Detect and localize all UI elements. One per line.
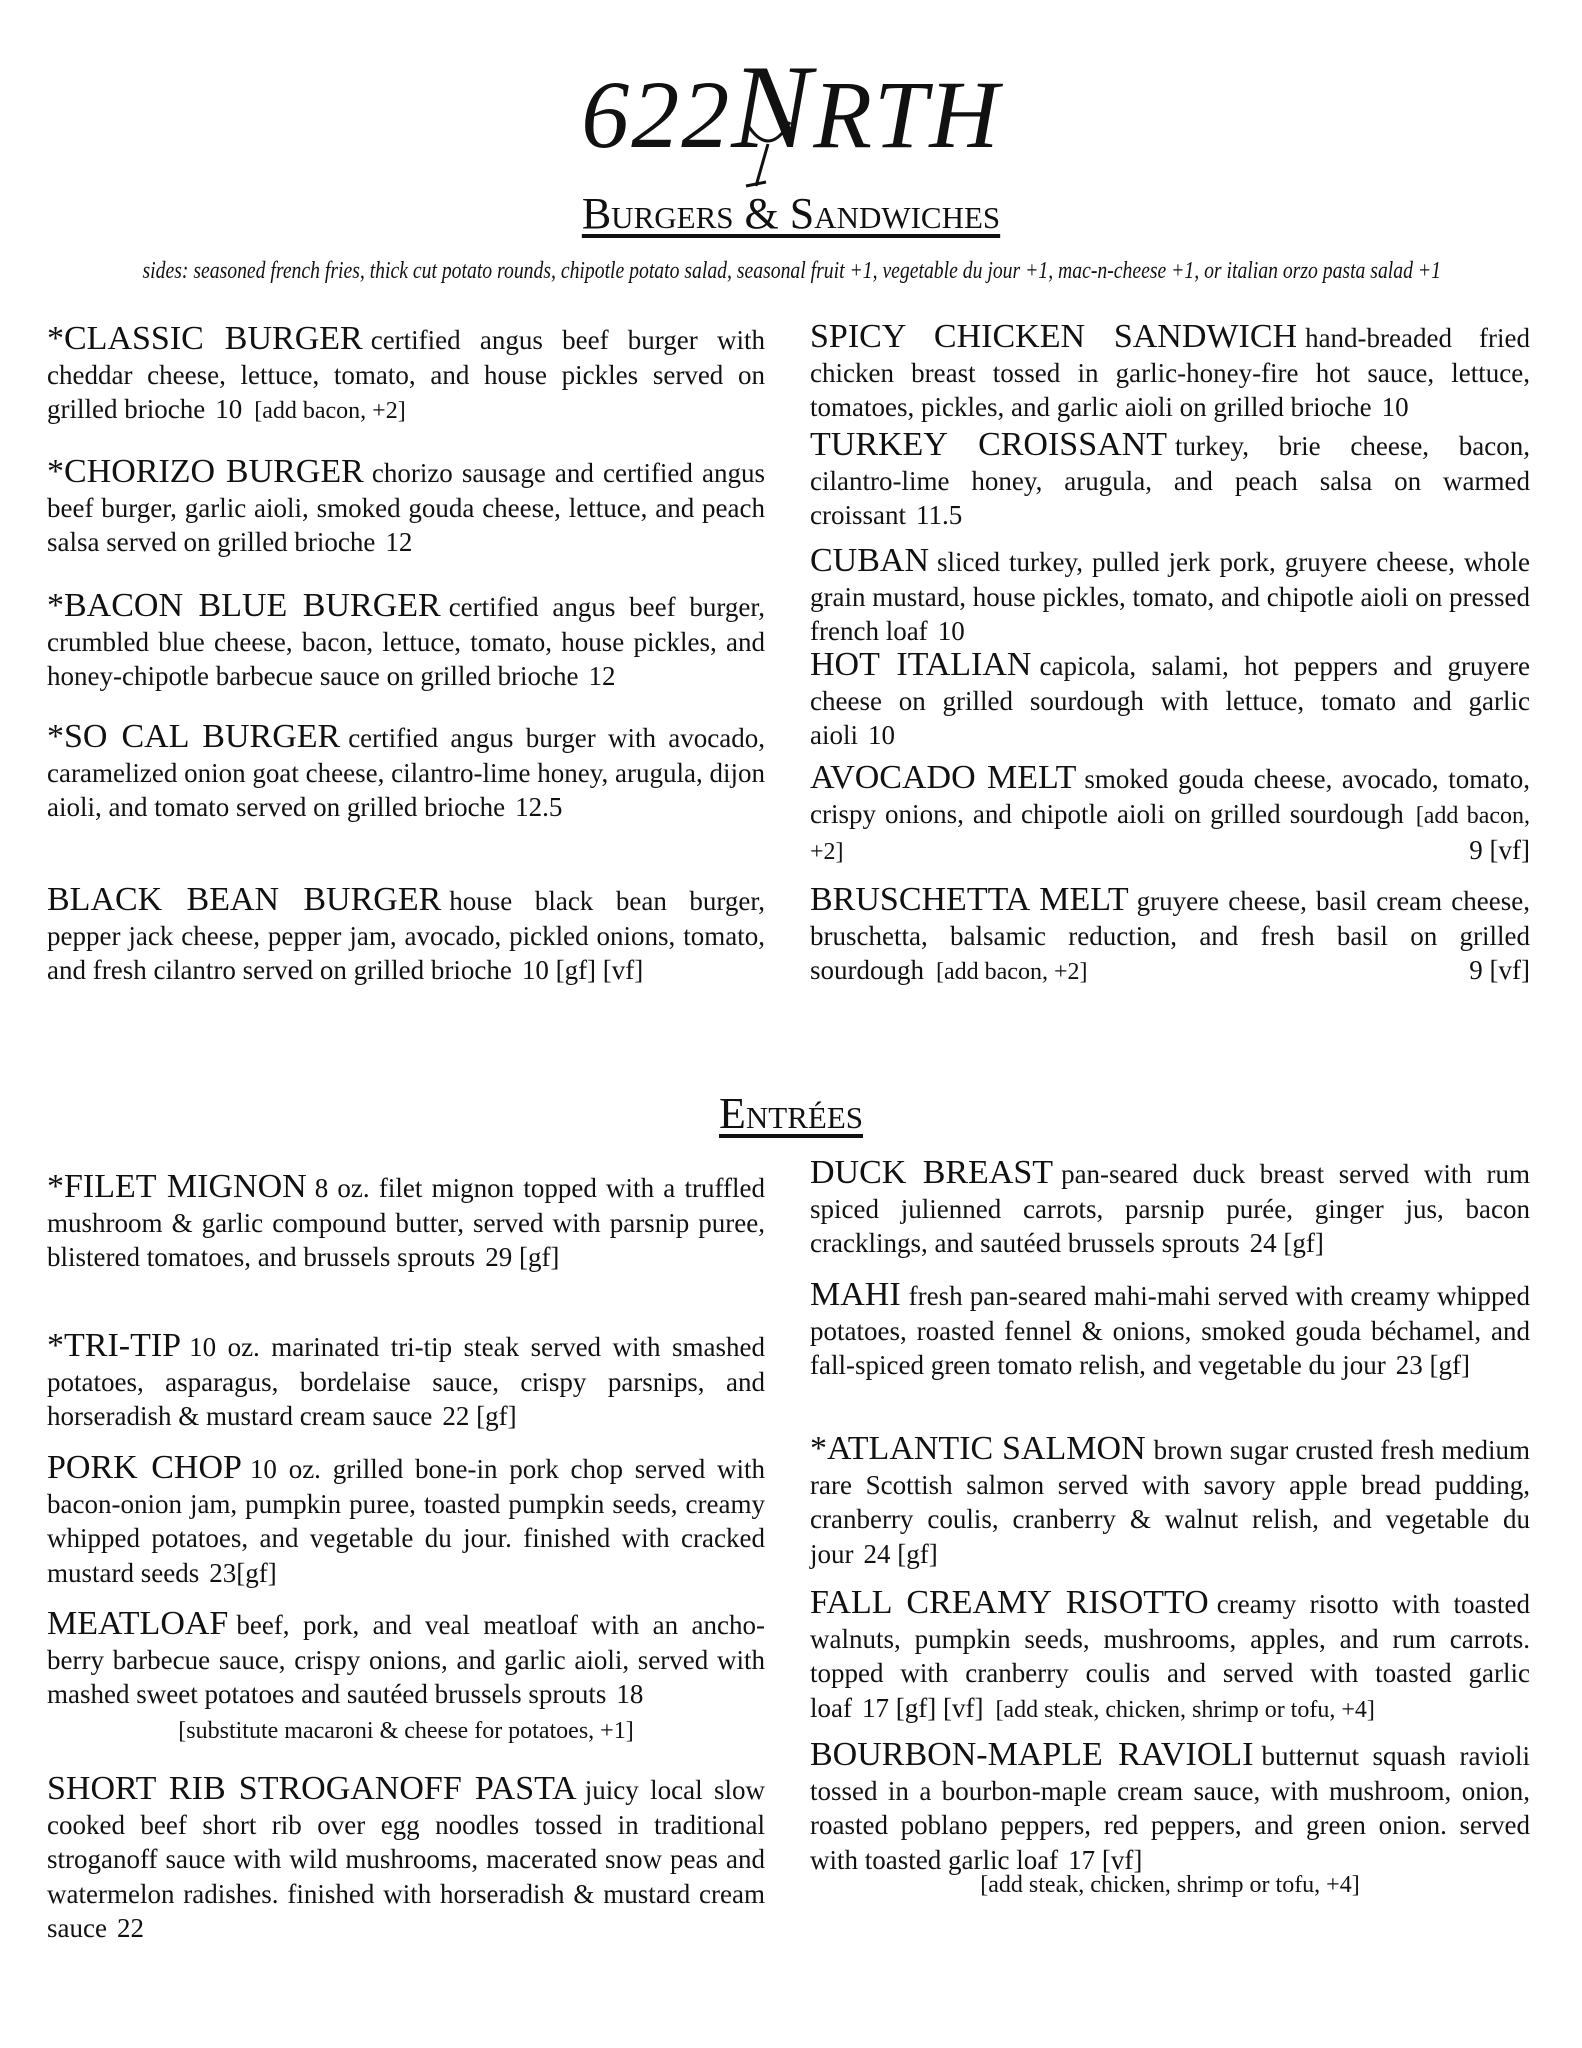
entrees-section-title: Entrées [719, 1089, 863, 1138]
item-description: smoked gouda cheese, avocado, tomato, crispy onions, and chipotle aioli on grilled sourdough [810, 764, 1530, 829]
item-name: *BACON BLUE BURGER [47, 587, 441, 624]
item-price: 17 [vf] [1068, 1844, 1143, 1875]
item-description: certified angus beef burger with cheddar cheese, lettuce, tomato, and house pickles served on grilled brioche [47, 325, 765, 424]
item-description: gruyere cheese, basil cream cheese, bruschetta, balsamic reduction, and fresh basil on grilled sourdough [810, 886, 1530, 985]
item-price: 17 [gf] [vf] [861, 1692, 984, 1723]
menu-item [47, 1451, 765, 1590]
item-description: pan-seared duck breast served with rum spiced julienned carrots, parsnip purée, ginger jus, bacon cracklings, and sautéed brussels sprouts [810, 1159, 1530, 1258]
item-description: 10 oz. marinated tri-tip steak served with smashed potatoes, asparagus, bordelaise sauce, crispy parsnips, and horseradish & mustard cream sauce [47, 1332, 765, 1431]
item-name: FALL CREAMY RISOTTO [810, 1584, 1209, 1621]
item-name: *FILET MIGNON [47, 1168, 307, 1205]
item-name: MAHI [810, 1276, 901, 1313]
logo-suffix: RTH [813, 61, 1001, 168]
item-price: 10 [937, 616, 965, 646]
item-name: *CLASSIC BURGER [47, 320, 363, 357]
item-name: *SO CAL BURGER [47, 718, 341, 755]
item-description: fresh pan-seared mahi-mahi served with creamy whipped potatoes, roasted fennel & onions, smoked gouda béchamel, and fall-spiced green tomato relish, and vegetable du jour [810, 1281, 1530, 1380]
menu-item [810, 1586, 1530, 1727]
item-description: beef, pork, and veal meatloaf with an ancho-berry barbecue sauce, crispy onions, and garlic aioli, served with mashed sweet potatoes and sautéed brussels sprouts [47, 1610, 765, 1709]
menu-item [47, 720, 765, 825]
menu-item [47, 1329, 765, 1434]
menu-item [47, 322, 765, 429]
item-name: TURKEY CROISSANT [810, 426, 1167, 463]
item-name: CUBAN [810, 542, 930, 579]
item-price: 12 [385, 527, 413, 557]
item-description: chorizo sausage and certified angus beef burger, garlic aioli, smoked gouda cheese, lettuce, and peach salsa served on grilled brioche [47, 458, 765, 557]
item-price: 18 [616, 1679, 644, 1709]
item-description: turkey, brie cheese, bacon, cilantro-lime honey, arugula, and peach salsa on warmed croissant [810, 431, 1530, 530]
item-note: [add steak, chicken, shrimp or tofu, +4] [980, 1872, 1360, 1898]
item-description: certified angus burger with avocado, caramelized onion goat cheese, cilantro-lime honey, arugula, dijon aioli, and tomato served on grilled brioche [47, 723, 765, 822]
item-price: 12 [588, 661, 616, 691]
item-name: SHORT RIB STROGANOFF PASTA [47, 1770, 577, 1807]
logo-n: N [731, 40, 814, 173]
item-add-on: [add bacon, +2] [254, 398, 406, 424]
item-description: hand-breaded fried chicken breast tossed in garlic-honey-fire hot sauce, lettuce, tomatoes, pickles, and garlic aioli on grilled brioche [810, 323, 1531, 422]
menu-item [810, 1278, 1530, 1383]
item-price: 10 [215, 394, 243, 424]
menu-item [810, 648, 1530, 753]
item-name: *TRI-TIP [47, 1327, 182, 1364]
item-price: 10 [gf] [vf] [521, 955, 644, 985]
item-name: DUCK BREAST [810, 1154, 1054, 1191]
item-price: 23[gf] [209, 1557, 277, 1588]
item-price: 9 [vf] [1469, 955, 1530, 985]
item-description: juicy local slow cooked beef short rib over egg noodles tossed in traditional stroganoff sauce with wild mushrooms, macerated snow peas and watermelon radishes. finished with horseradish & mustard cream sauce [47, 1775, 765, 1943]
menu-item [47, 1170, 765, 1275]
item-description: 8 oz. filet mignon topped with a truffled mushroom & garlic compound butter, served with parsnip puree, blistered tomatoes, and brussels sprouts [47, 1173, 765, 1272]
item-price: 10 [1381, 392, 1409, 422]
menu-item [810, 320, 1530, 425]
item-name: BLACK BEAN BURGER [47, 881, 442, 918]
item-price: 24 [gf] [863, 1538, 938, 1569]
wine-glass-icon [738, 120, 798, 190]
item-name: BRUSCHETTA MELT [810, 881, 1129, 918]
item-description: sliced turkey, pulled jerk pork, gruyere cheese, whole grain mustard, house pickles, tomato, and chipotle aioli on pressed french loaf [810, 547, 1530, 646]
menu-item [810, 544, 1530, 649]
item-description: butternut squash ravioli tossed in a bourbon-maple cream sauce, with mushroom, onion, roasted poblano peppers, red peppers, and green onion. served with toasted garlic loaf [810, 1741, 1530, 1875]
item-name: MEATLOAF [47, 1605, 229, 1642]
item-price: 11.5 [915, 500, 963, 530]
item-description: 10 oz. grilled bone-in pork chop served with bacon-onion jam, pumpkin puree, toasted pumpkin seeds, creamy whipped potatoes, and vegetable du jour. finished with cracked mustard seeds [47, 1454, 765, 1588]
item-price: 24 [gf] [1249, 1228, 1324, 1258]
menu-item [47, 883, 765, 988]
item-name: HOT ITALIAN [810, 646, 1032, 683]
item-note: [substitute macaroni & cheese for potatoes, +1] [178, 1718, 634, 1744]
item-description: certified angus beef burger, crumbled blue cheese, bacon, lettuce, tomato, house pickles, and honey-chipotle barbecue sauce on grilled brioche [47, 592, 765, 691]
item-description: creamy risotto with toasted walnuts, pumpkin seeds, mushrooms, apples, and rum carrots. topped with cranberry coulis and served with toasted garlic loaf [810, 1589, 1530, 1723]
item-name: SPICY CHICKEN SANDWICH [810, 318, 1298, 355]
menu-item [47, 1607, 765, 1712]
menu-item [47, 589, 765, 694]
logo-number: 622 [581, 61, 732, 168]
menu-item [810, 761, 1530, 870]
item-description: house black bean burger, pepper jack cheese, pepper jam, avocado, pickled onions, tomato, and fresh cilantro served on grilled brioche [47, 886, 766, 985]
item-price: 10 [868, 720, 895, 750]
item-name: *ATLANTIC SALMON [810, 1430, 1146, 1467]
item-name: BOURBON-MAPLE RAVIOLI [810, 1736, 1254, 1773]
item-description: brown sugar crusted fresh medium rare Scottish salmon served with savory apple bread pudding, cranberry coulis, cranberry & walnut relish, and vegetable du jour [810, 1435, 1530, 1569]
item-add-on: [add bacon, +2] [810, 802, 1530, 865]
item-price: 29 [gf] [485, 1242, 560, 1272]
item-add-on: [add bacon, +2] [936, 959, 1088, 985]
burgers-section-title: Burgers & Sandwiches [581, 189, 1001, 238]
item-name: AVOCADO MELT [810, 759, 1077, 796]
menu-item [47, 1772, 765, 1946]
item-name: PORK CHOP [47, 1449, 242, 1486]
sides-line [0, 258, 1582, 285]
menu-item [47, 455, 765, 560]
item-price: 9 [vf] [1469, 835, 1530, 865]
menu-item [810, 1432, 1530, 1571]
menu-item [810, 428, 1530, 533]
menu-item [810, 1738, 1530, 1877]
item-price: 22 [116, 1913, 144, 1943]
menu-item [810, 883, 1530, 990]
sides-text: sides: seasoned french fries, thick cut potato rounds, chipotle potato salad, seasonal fruit +1, vegetable du jour +1, mac-n-cheese +1, or italian orzo pasta salad +1 [142, 258, 1441, 284]
item-name: *CHORIZO BURGER [47, 453, 364, 490]
item-price: 12.5 [515, 792, 563, 822]
item-description: capicola, salami, hot peppers and gruyere cheese on grilled sourdough with lettuce, tomato and garlic aioli [810, 651, 1530, 750]
item-price: 23 [gf] [1395, 1350, 1471, 1380]
menu-item [810, 1156, 1530, 1261]
item-price: 22 [gf] [442, 1401, 517, 1431]
item-add-on: [add steak, chicken, shrimp or tofu, +4] [995, 1696, 1375, 1723]
